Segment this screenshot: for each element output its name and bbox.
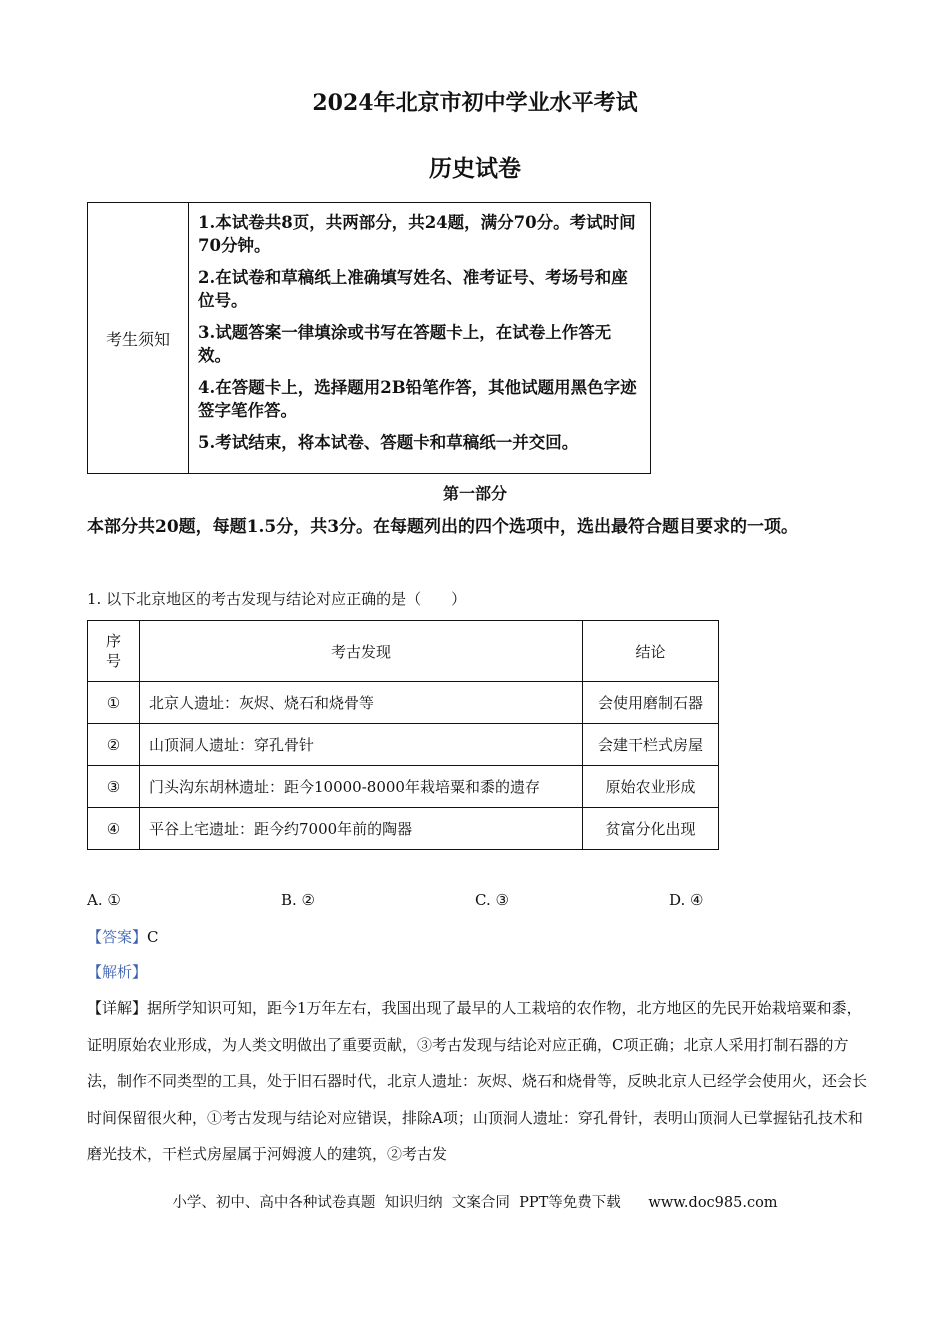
detail-paragraph bbox=[87, 990, 867, 1173]
table-row bbox=[88, 808, 719, 850]
notice-item: 5.考试结束，将本试卷、答题卡和草稿纸一并交回。 bbox=[198, 433, 579, 452]
table-row bbox=[88, 682, 719, 724]
table-cell: ④ bbox=[88, 808, 140, 850]
notice-item: 4.在答题卡上，选择题用2B铅笔作答，其他试题用黑色字迹签字笔作答。 bbox=[198, 378, 637, 420]
analysis-line bbox=[87, 961, 147, 982]
header-cell: 考古发现 bbox=[140, 621, 583, 682]
notice-items bbox=[198, 211, 644, 463]
analysis-label: 【解析】 bbox=[87, 963, 148, 981]
page-footer: 小学、初中、高中各种试卷真题 知识归纳 文案合同 PPT等免费下载 www.doc985.com bbox=[172, 1195, 778, 1211]
notice-item: 2.在试卷和草稿纸上准确填写姓名、准考证号、考场号和座位号。 bbox=[198, 268, 628, 310]
detail-text: 据所学知识可知，距今1万年左右，我国出现了最早的人工栽培的农作物，北方地区的先民开始栽培粟和黍，证明原始农业形成，为人类文明做出了重要贡献，③考古发现与结论对应正确，C项正确；北京人采用打制石器的方法，制作不同类型的工具，处于旧石器时代，北京人遗址：灰烬、烧石和烧骨等，反映北京人已经学会使用火，还会长时间保留很火种，①考古发现与结论对应错误，排除A项；山顶洞人遗址：穿孔骨针，表明山顶洞人已掌握钻孔技术和磨光技术，干栏式房屋属于河姆渡人的建筑，②考古发 bbox=[87, 999, 868, 1163]
table-cell: 原始农业形成 bbox=[583, 766, 719, 808]
table-cell: 平谷上宅遗址：距今约7000年前的陶器 bbox=[140, 808, 583, 850]
table-cell: 山顶洞人遗址：穿孔骨针 bbox=[140, 724, 583, 766]
table-row bbox=[88, 766, 719, 808]
notice-item: 3.试题答案一律填涂或书写在答题卡上，在试卷上作答无效。 bbox=[198, 323, 612, 365]
exam-subtitle: 历史试卷 bbox=[429, 155, 521, 182]
option-c: C. ③ bbox=[475, 891, 509, 909]
table-cell: 会建干栏式房屋 bbox=[583, 724, 719, 766]
table-cell: ② bbox=[88, 724, 140, 766]
answer-label: 【答案】 bbox=[87, 928, 148, 946]
detail-label: 【详解】 bbox=[87, 999, 148, 1017]
table-cell: 贫富分化出现 bbox=[583, 808, 719, 850]
question-table bbox=[87, 620, 719, 850]
question-stem: 1. 以下北京地区的考古发现与结论对应正确的是（ ） bbox=[87, 590, 467, 608]
answer-value: C bbox=[147, 928, 159, 946]
exam-title: 2024年北京市初中学业水平考试 bbox=[312, 90, 638, 116]
option-b: B. ② bbox=[281, 891, 316, 909]
table-cell: 门头沟东胡林遗址：距今10000-8000年栽培粟和黍的遗存 bbox=[140, 766, 583, 808]
notice-table bbox=[87, 202, 651, 474]
table-header-row bbox=[88, 621, 719, 682]
table-row bbox=[88, 724, 719, 766]
header-cell: 结论 bbox=[583, 621, 719, 682]
notice-label: 考生须知 bbox=[88, 203, 189, 473]
table-cell: ① bbox=[88, 682, 140, 724]
notice-item: 1.本试卷共8页，共两部分，共24题，满分70分。考试时间70分钟。 bbox=[198, 213, 636, 255]
option-a: A. ① bbox=[87, 891, 121, 909]
section-instructions: 本部分共20题，每题1.5分，共3分。在每题列出的四个选项中，选出最符合题目要求的一项。 bbox=[87, 517, 799, 537]
answer-line bbox=[87, 926, 159, 947]
table-cell: 北京人遗址：灰烬、烧石和烧骨等 bbox=[140, 682, 583, 724]
table-cell: ③ bbox=[88, 766, 140, 808]
part-title: 第一部分 bbox=[442, 484, 507, 503]
option-d: D. ④ bbox=[669, 891, 704, 909]
table-cell: 会使用磨制石器 bbox=[583, 682, 719, 724]
header-cell: 序号 bbox=[88, 621, 140, 682]
